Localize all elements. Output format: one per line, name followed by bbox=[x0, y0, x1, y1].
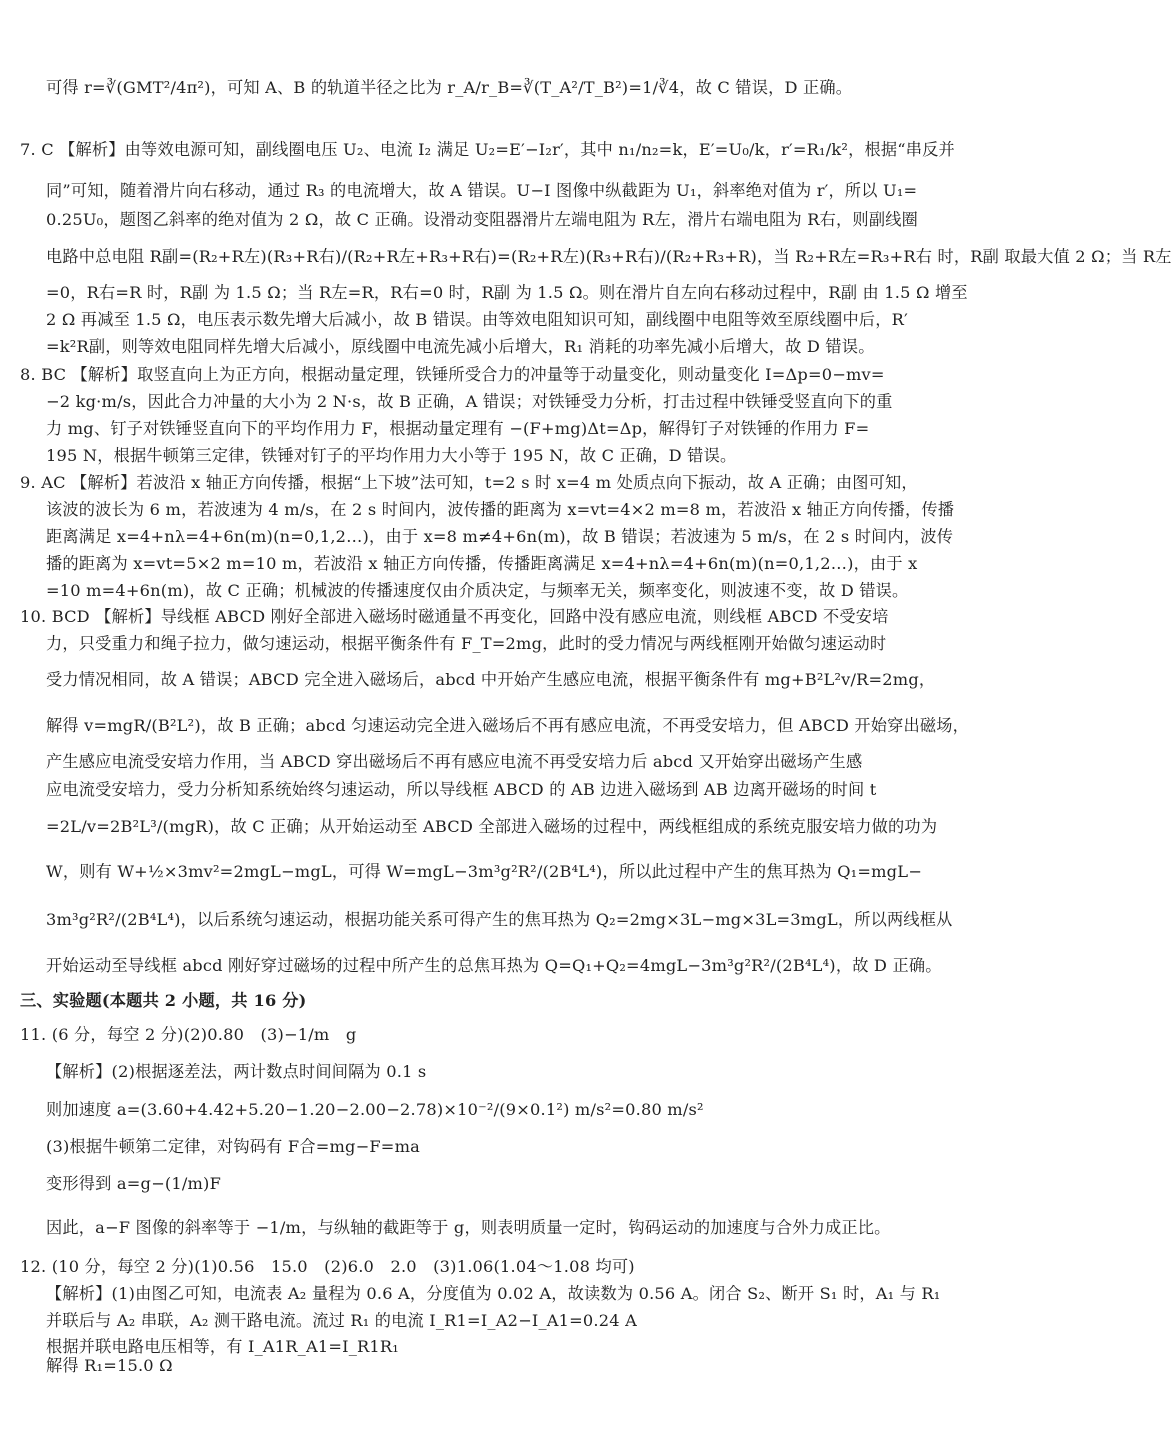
text-line: 2 Ω 再减至 1.5 Ω，电压表示数先增大后减小，故 B 错误。由等效电阻知识可知，副线圈中电阻等效至原线圈中后，R′ bbox=[46, 310, 908, 329]
text-line: 3m³g²R²/(2B⁴L⁴)，以后系统匀速运动，根据功能关系可得产生的焦耳热为 Q₂=2mg×3L−mg×3L=3mgL，所以两线框从 bbox=[46, 910, 953, 929]
text-line: 8. BC 【解析】取竖直向上为正方向，根据动量定理，铁锤所受合力的冲量等于动量变化，则动量变化 I=Δp=0−mv= bbox=[20, 365, 885, 384]
text-line: 开始运动至导线框 abcd 刚好穿过磁场的过程中所产生的总焦耳热为 Q=Q₁+Q₂=4mgL−3m³g²R²/(2B⁴L⁴)，故 D 正确。 bbox=[46, 956, 942, 975]
text-line: 应电流受安培力，受力分析知系统始终匀速运动，所以导线框 ABCD 的 AB 边进入磁场到 AB 边离开磁场的时间 t bbox=[46, 780, 877, 799]
text-line: 因此，a−F 图像的斜率等于 −1/m，与纵轴的截距等于 g，则表明质量一定时，钩码运动的加速度与合外力成正比。 bbox=[46, 1218, 891, 1237]
text-line: 11. (6 分，每空 2 分)(2)0.80 (3)−1/m g bbox=[20, 1025, 357, 1044]
cut-off-line bbox=[0, 1352, 950, 1375]
text-line: 解得 v=mgR/(B²L²)，故 B 正确；abcd 匀速运动完全进入磁场后不再有感应电流，不再受安培力，但 ABCD 开始穿出磁场， bbox=[46, 716, 970, 735]
text-line: 7. C 【解析】由等效电源可知，副线圈电压 U₂、电流 I₂ 满足 U₂=E′−I₂r′，其中 n₁/n₂=k，E′=U₀/k，r′=R₁/k²，根据“串反并 bbox=[20, 140, 955, 159]
text-line: 同”可知，随着滑片向右移动，通过 R₃ 的电流增大，故 A 错误。U−I 图像中纵截距为 U₁，斜率绝对值为 r′，所以 U₁= bbox=[46, 181, 918, 200]
text-line-cut: 解得 R₁=15.0 Ω bbox=[46, 1356, 173, 1375]
text-line: 则加速度 a=(3.60+4.42+5.20−1.20−2.00−2.78)×10⁻²/(9×0.1²) m/s²=0.80 m/s² bbox=[46, 1100, 704, 1119]
text-line: 产生感应电流受安培力作用，当 ABCD 穿出磁场后不再有感应电流不再受安培力后 abcd 又开始穿出磁场产生感 bbox=[46, 752, 863, 771]
text-line: 变形得到 a=g−(1/m)F bbox=[46, 1174, 221, 1193]
text-line: 10. BCD 【解析】导线框 ABCD 刚好全部进入磁场时磁通量不再变化，回路中没有感应电流，则线框 ABCD 不受安培 bbox=[20, 607, 889, 626]
text-line: 受力情况相同，故 A 错误；ABCD 完全进入磁场后，abcd 中开始产生感应电流，根据平衡条件有 mg+B²L²v/R=2mg， bbox=[46, 670, 936, 689]
text-line: 9. AC 【解析】若波沿 x 轴正方向传播，根据“上下坡”法可知，t=2 s 时 x=4 m 处质点向下振动，故 A 正确；由图可知， bbox=[20, 473, 918, 492]
text-line: =k²R副，则等效电阻同样先增大后减小，原线圈中电流先减小后增大，R₁ 消耗的功率先减小后增大，故 D 错误。 bbox=[46, 337, 875, 356]
section-heading: 三、实验题(本题共 2 小题，共 16 分) bbox=[20, 991, 307, 1010]
text-line: 12. (10 分，每空 2 分)(1)0.56 15.0 (2)6.0 2.0 (3)1.06(1.04～1.08 均可) bbox=[20, 1257, 635, 1276]
text-line: W，则有 W+½×3mv²=2mgL−mgL，可得 W=mgL−3m³g²R²/(2B⁴L⁴)，所以此过程中产生的焦耳热为 Q₁=mgL− bbox=[46, 862, 922, 881]
text-line: =2L/v=2B²L³/(mgR)，故 C 正确；从开始运动至 ABCD 全部进入磁场的过程中，两线框组成的系统克服安培力做的功为 bbox=[46, 817, 938, 836]
text-line: 播的距离为 x=vt=5×2 m=10 m，若波沿 x 轴正方向传播，传播距离满足 x=4+nλ=4+6n(m)(n=0,1,2…)，由于 x bbox=[46, 554, 918, 573]
text-line: 力 mg、钉子对铁锤竖直向下的平均作用力 F，根据动量定理有 −(F+mg)Δt=Δp，解得钉子对铁锤的作用力 F= bbox=[46, 419, 870, 438]
text-line: 该波的波长为 6 m，若波速为 4 m/s，在 2 s 时间内，波传播的距离为 x=vt=4×2 m=8 m，若波沿 x 轴正方向传播，传播 bbox=[46, 500, 955, 519]
text-line: 195 N，根据牛顿第三定律，铁锤对钉子的平均作用力大小等于 195 N，故 C 正确，D 错误。 bbox=[46, 446, 737, 465]
text-line: (3)根据牛顿第二定律，对钩码有 F合=mg−F=ma bbox=[46, 1137, 420, 1156]
text-line: 0.25U₀，题图乙斜率的绝对值为 2 Ω，故 C 正确。设滑动变阻器滑片左端电阻为 R左，滑片右端电阻为 R右，则副线圈 bbox=[46, 210, 918, 229]
text-line: 并联后与 A₂ 串联，A₂ 测干路电流。流过 R₁ 的电流 I_R1=I_A2−I_A1=0.24 A bbox=[46, 1311, 637, 1330]
text-line: 可得 r=∛(GMT²/4π²)，可知 A、B 的轨道半径之比为 r_A/r_B=∛(T_A²/T_B²)=1/∛4，故 C 错误，D 正确。 bbox=[46, 78, 853, 97]
text-line: 电路中总电阻 R副=(R₂+R左)(R₃+R右)/(R₂+R左+R₃+R右)=(R₂+R左)(R₃+R右)/(R₂+R₃+R)，当 R₂+R左=R₃+R右 时，R副 取最大值 2 Ω；当 R左 bbox=[46, 247, 1172, 266]
text-line: 根据并联电路电压相等，有 I_A1R_A1=I_R1R₁ bbox=[46, 1337, 399, 1356]
text-line: =0，R右=R 时，R副 为 1.5 Ω；当 R左=R，R右=0 时，R副 为 1.5 Ω。则在滑片自左向右移动过程中，R副 由 1.5 Ω 增至 bbox=[46, 283, 968, 302]
text-line: 【解析】(2)根据逐差法，两计数点时间间隔为 0.1 s bbox=[46, 1062, 427, 1081]
text-line: 【解析】(1)由图乙可知，电流表 A₂ 量程为 0.6 A，分度值为 0.02 A，故读数为 0.56 A。闭合 S₂、断开 S₁ 时，A₁ 与 R₁ bbox=[46, 1284, 941, 1303]
text-line: 距离满足 x=4+nλ=4+6n(m)(n=0,1,2…)，由于 x=8 m≠4+6n(m)，故 B 错误；若波速为 5 m/s，在 2 s 时间内，波传 bbox=[46, 527, 954, 546]
text-line: −2 kg·m/s，因此合力冲量的大小为 2 N·s，故 B 正确，A 错误；对铁锤受力分析，打击过程中铁锤受竖直向下的重 bbox=[46, 392, 893, 411]
text-line: 力，只受重力和绳子拉力，做匀速运动，根据平衡条件有 F_T=2mg，此时的受力情况与两线框刚开始做匀速运动时 bbox=[46, 634, 887, 653]
text-line: =10 m=4+6n(m)，故 C 正确；机械波的传播速度仅由介质决定，与频率无关，频率变化，则波速不变，故 D 错误。 bbox=[46, 581, 909, 600]
